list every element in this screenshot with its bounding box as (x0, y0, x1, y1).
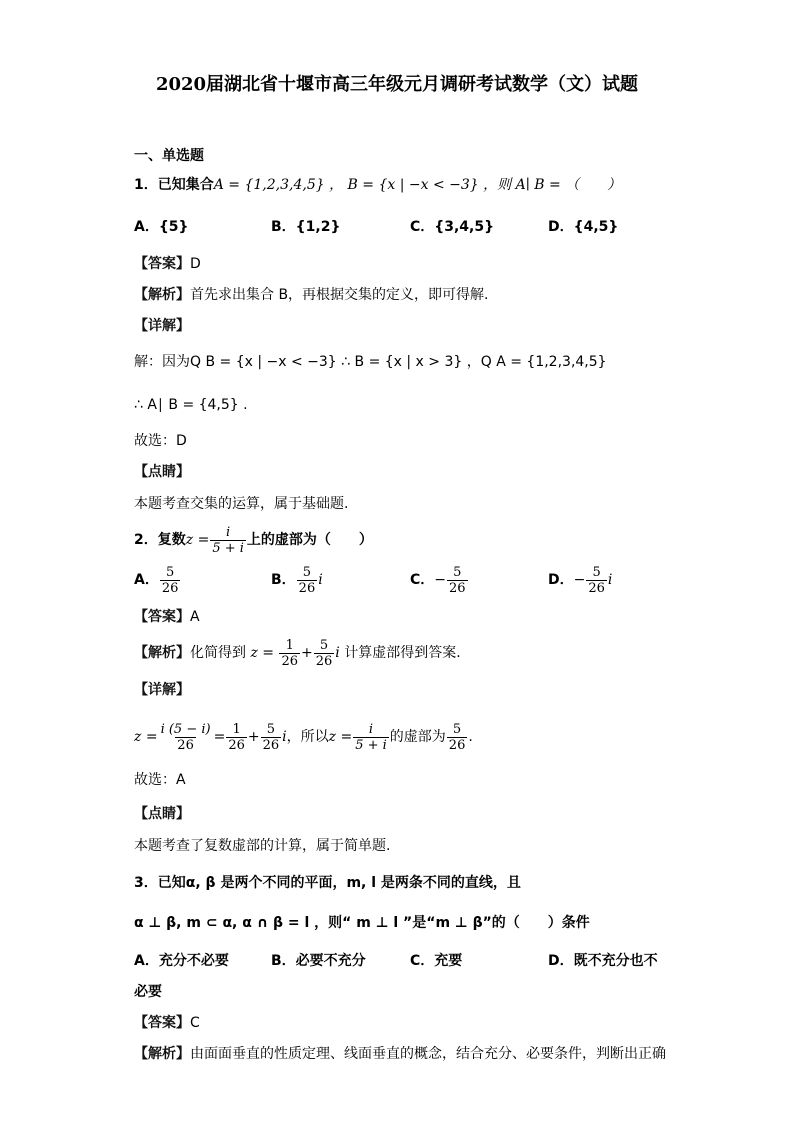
q3-analysis: 【解析】由面面垂直的性质定理、线面垂直的概念，结合充分、必要条件，判断出正确 (134, 1046, 666, 1062)
q3-option-d-continued: 必要 (134, 984, 162, 1000)
section-heading: 一、单选题 (134, 148, 204, 164)
q1-detail-1: 解：因为Q B = {x | −x < −3} ∴ B = {x | x > 3} ，Q A = {1,2,3,4,5} (134, 354, 607, 370)
q3-stem-1: 3．已知α, β 是两个不同的平面，m, l 是两条不同的直线，且 (134, 875, 521, 891)
q1-stem-math: A = {1,2,3,4,5} ， B = {x | −x < −3} ，则 A∣ B = （ ） (213, 177, 622, 193)
q2-option-d: D． − $\frac{5}{26}$ i (548, 564, 613, 596)
q2-comment-label: 【点睛】 (134, 806, 190, 822)
q1-comment-label: 【点睛】 (134, 464, 190, 480)
q3-option-a: A．充分不必要 (134, 953, 229, 969)
q1-choice: 故选：D (134, 433, 187, 449)
q2-answer: 【答案】A (134, 609, 200, 625)
q1-comment: 本题考查交集的运算，属于基础题. (134, 496, 349, 512)
q3-option-d: D．既不充分也不 (548, 953, 658, 969)
q2-detail: z = $\frac{i (5 - i)}{26}$ = $\frac{1}{26}$ + $\frac{5}{26}$ i ，所以 z = $\frac{i}{5 + i}$ 的虚部为 $\frac{5}{26}$ . (134, 721, 473, 753)
q1-stem: 1．已知集合A = {1,2,3,4,5} ， B = {x | −x < −3} ，则 A∣ B = （ ） (134, 177, 622, 193)
q1-option-a: A．{5} (134, 219, 189, 235)
q2-comment: 本题考查了复数虚部的计算，属于简单题. (134, 838, 391, 854)
q3-stem-2: α ⊥ β, m ⊂ α, α ∩ β = l ，则“ m ⊥ l ”是“m ⊥ β”的（ ）条件 (134, 915, 590, 931)
q3-answer: 【答案】C (134, 1015, 200, 1031)
q1-analysis: 【解析】首先求出集合 B，再根据交集的定义，即可得解. (134, 287, 489, 303)
q2-option-b: B． $\frac{5}{26}$ i (271, 564, 323, 596)
q2-analysis: 【解析】 化简得到 z = $\frac{1}{26}$ + $\frac{5}{26}$ i 计算虚部得到答案. (134, 637, 461, 669)
q2-option-a: A． $\frac{5}{26}$ (134, 564, 179, 596)
q2-detail-label: 【详解】 (134, 682, 190, 698)
q3-option-c: C．充要 (410, 953, 463, 969)
q3-option-b: B．必要不充分 (271, 953, 366, 969)
q2-stem: 2．复数 z = $\frac{i}{5 + i}$ 上的虚部为（ ） (134, 524, 373, 556)
q2-option-c: C． − $\frac{5}{26}$ (410, 564, 466, 596)
q1-detail-label: 【详解】 (134, 318, 190, 334)
q1-detail-2: ∴ A∣ B = {4,5} . (134, 397, 248, 413)
q2-choice: 故选：A (134, 772, 186, 788)
q1-option-c: C．{3,4,5} (410, 219, 495, 235)
q1-answer: 【答案】D (134, 256, 201, 272)
q2-stem-fraction: $\frac{i}{5 + i}$ (212, 524, 244, 556)
q1-option-b: B．{1,2} (271, 219, 341, 235)
q1-option-d: D．{4,5} (548, 219, 619, 235)
page-title: 2020届湖北省十堰市高三年级元月调研考试数学（文）试题 (155, 74, 639, 95)
